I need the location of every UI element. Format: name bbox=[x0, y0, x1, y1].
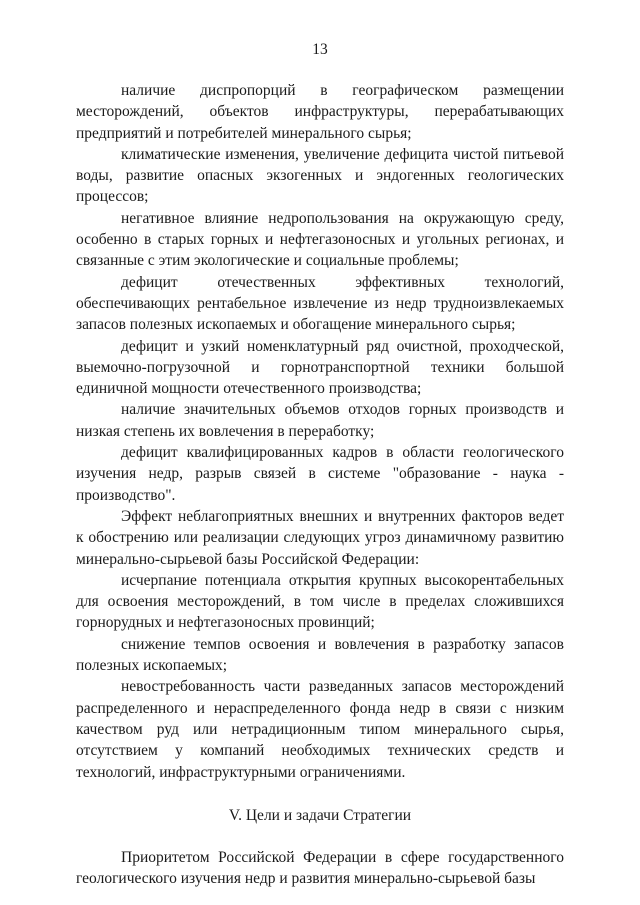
paragraph-climate-change: климатические изменения, увеличение дефицита чистой питьевой воды, развитие опасных экзогенных и эндогенных геологических процессов; bbox=[76, 145, 564, 206]
paragraph-priority: Приоритетом Российской Федерации в сфере государственного геологического изучения недр и развития минерально-сырьевой базы bbox=[76, 848, 564, 888]
paragraph-unclaimed-reserves: невостребованность части разведанных запасов месторождений распределенного и нераспределенного фонда недр в связи с низким качеством руд или нетрадиционным типом минерального сырья, отсутствием у компаний необходимых технических средств и технологий, инфраструктурными ограничениями. bbox=[76, 678, 564, 781]
paragraph-personnel-deficit: дефицит квалифицированных кадров в области геологического изучения недр, разрыв связей в системе "образование - наука - производство". bbox=[76, 444, 564, 504]
paragraph-technology-deficit: дефицит отечественных эффективных технологий, обеспечивающих рентабельное извлечение из недр трудноизвлекаемых запасов полезных ископаемых и обогащение минерального сырья; bbox=[76, 273, 564, 334]
page-number: 13 bbox=[312, 41, 328, 58]
section-heading: V. Цели и задачи Стратегии bbox=[228, 806, 412, 824]
paragraph-exhaustion-potential: исчерпание потенциала открытия крупных высокорентабельных для освоения месторождений, в том числе в пределах сложившихся горнорудных и нефтегазоносных провинций; bbox=[76, 571, 564, 632]
document-body bbox=[76, 80, 564, 889]
paragraph-disproportions: наличие диспропорций в географическом размещении месторождений, объектов инфраструктуры, перерабатывающих предприятий и потребителей минерального сырья; bbox=[76, 82, 564, 142]
paragraph-mining-waste: наличие значительных объемов отходов горных производств и низкая степень их вовлечения в переработку; bbox=[76, 401, 564, 440]
paragraph-development-slowdown: снижение темпов освоения и вовлечения в разработку запасов полезных ископаемых; bbox=[76, 635, 564, 675]
paragraph-threats-intro: Эффект неблагоприятных внешних и внутренних факторов ведет к обострению или реализации следующих угроз динамичному развитию минерально-сырьевой базы Российской Федерации: bbox=[76, 507, 564, 568]
paragraph-equipment-deficit: дефицит и узкий номенклатурный ряд очистной, проходческой, выемочно-погрузочной и горнотранспортной техники большой единичной мощности отечественного производства; bbox=[76, 337, 564, 398]
paragraph-environmental-impact: негативное влияние недропользования на окружающую среду, особенно в старых горных и нефтегазоносных и угольных регионах, и связанные с этим экологические и социальные проблемы; bbox=[76, 209, 564, 270]
